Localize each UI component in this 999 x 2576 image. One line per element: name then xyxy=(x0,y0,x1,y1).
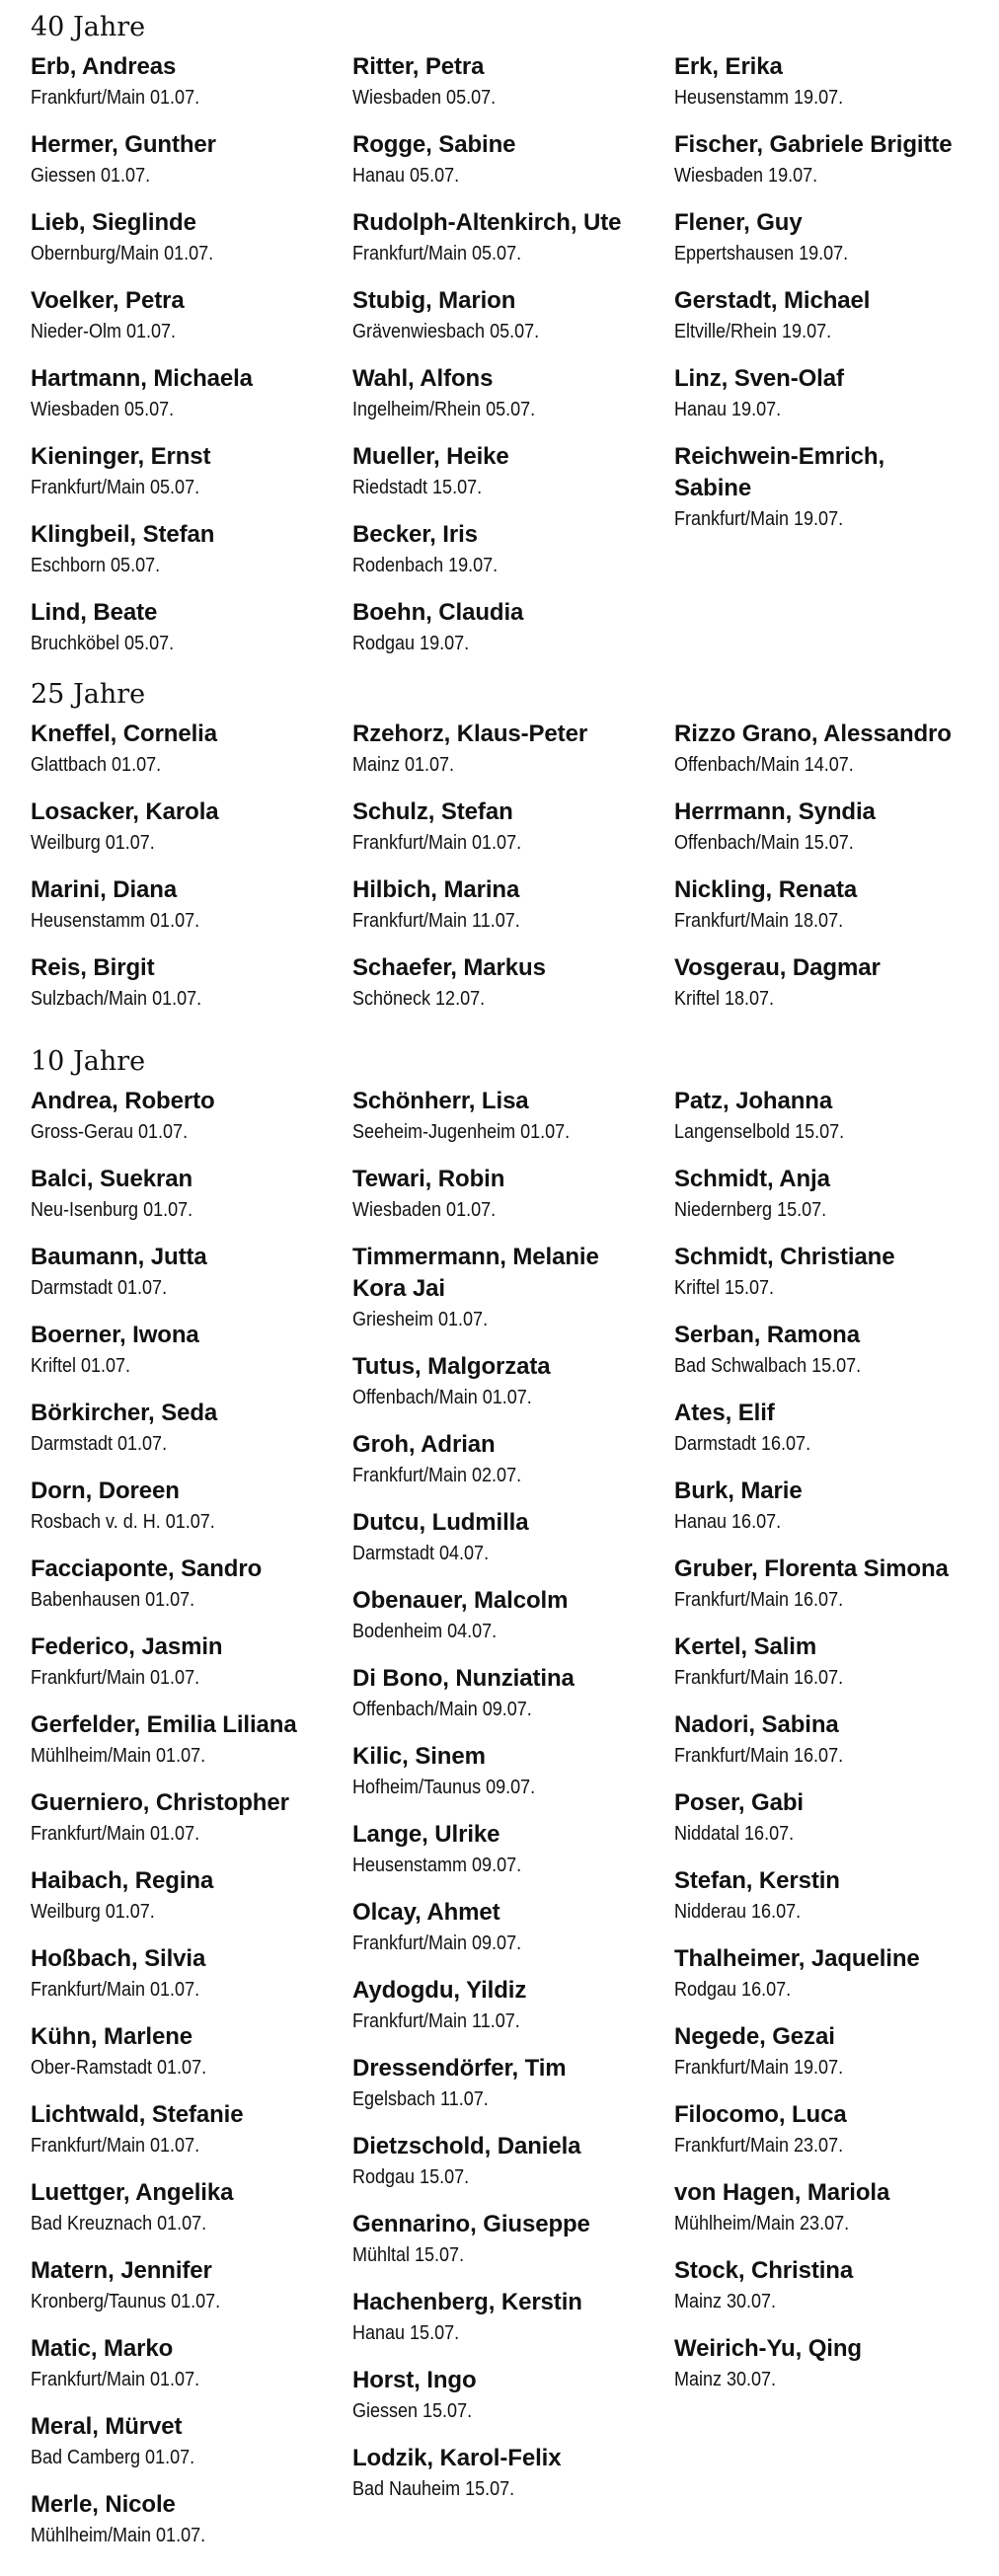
person-name: Luettger, Angelika xyxy=(31,2179,234,2206)
person-entry xyxy=(31,2099,346,2160)
person-entry xyxy=(31,1709,346,1771)
person-name: Marini, Diana xyxy=(31,876,178,903)
person-entry xyxy=(31,952,346,1014)
person-entry xyxy=(352,2131,668,2192)
person-entry xyxy=(674,952,990,1014)
person-entry xyxy=(31,1242,346,1303)
place-date: Mühltal 15.07. xyxy=(352,2244,465,2266)
person-entry xyxy=(31,1398,346,1459)
person-entry xyxy=(31,1086,346,1147)
place-date: Bad Kreuznach 01.07. xyxy=(31,2213,207,2235)
place-date: Frankfurt/Main 19.07. xyxy=(674,508,844,530)
person-entry xyxy=(352,441,668,502)
person-entry xyxy=(31,207,346,268)
person-name: Patz, Johanna xyxy=(674,1088,833,1114)
person-entry xyxy=(674,1164,990,1225)
place-date: Wiesbaden 05.07. xyxy=(352,87,497,109)
person-name: Becker, Iris xyxy=(352,521,478,548)
place-date: Mainz 30.07. xyxy=(674,2369,777,2390)
person-entry xyxy=(352,952,668,1014)
person-entry xyxy=(31,597,346,658)
person-name: Ates, Elif xyxy=(674,1400,775,1426)
person-entry xyxy=(352,2287,668,2348)
person-name: Kneffel, Cornelia xyxy=(31,720,217,747)
person-entry xyxy=(674,2099,990,2160)
person-entry xyxy=(352,207,668,268)
place-date: Frankfurt/Main 16.07. xyxy=(674,1667,844,1689)
person-name: Dutcu, Ludmilla xyxy=(352,1509,529,1536)
person-entry xyxy=(352,874,668,936)
person-entry xyxy=(674,51,990,113)
person-entry xyxy=(674,363,990,424)
person-name: Stefan, Kerstin xyxy=(674,1867,840,1894)
place-date: Nidderau 16.07. xyxy=(674,1901,802,1923)
person-name: Burk, Marie xyxy=(674,1477,803,1504)
place-date: Eschborn 05.07. xyxy=(31,555,161,576)
person-name: Kühn, Marlene xyxy=(31,2023,193,2050)
place-date: Heusenstamm 19.07. xyxy=(674,87,844,109)
person-entry xyxy=(352,1897,668,1958)
place-date: Eppertshausen 19.07. xyxy=(674,243,849,265)
person-entry xyxy=(352,1819,668,1880)
place-date: Seeheim-Jugenheim 01.07. xyxy=(352,1121,571,1143)
person-entry xyxy=(674,129,990,190)
place-date: Darmstadt 16.07. xyxy=(674,1433,811,1455)
person-entry xyxy=(31,1865,346,1927)
person-entry xyxy=(674,1320,990,1381)
person-name: Erb, Andreas xyxy=(31,53,177,80)
person-name: von Hagen, Mariola xyxy=(674,2179,890,2206)
place-date: Heusenstamm 09.07. xyxy=(352,1855,522,1876)
person-entry xyxy=(674,1943,990,2005)
place-date: Hanau 05.07. xyxy=(352,165,460,187)
place-date: Bodenheim 04.07. xyxy=(352,1621,498,1642)
person-name: Schmidt, Christiane xyxy=(674,1244,895,1270)
place-date: Gross-Gerau 01.07. xyxy=(31,1121,189,1143)
person-name: Andrea, Roberto xyxy=(31,1088,215,1114)
person-entry xyxy=(352,2209,668,2270)
place-date: Nieder-Olm 01.07. xyxy=(31,321,177,342)
person-entry xyxy=(352,1086,668,1147)
place-date: Grävenwiesbach 05.07. xyxy=(352,321,540,342)
place-date: Frankfurt/Main 01.07. xyxy=(352,832,522,854)
person-entry xyxy=(352,2053,668,2114)
place-date: Frankfurt/Main 02.07. xyxy=(352,1465,522,1486)
person-name: Boehn, Claudia xyxy=(352,599,524,626)
person-entry xyxy=(352,719,668,780)
person-name: Di Bono, Nunziatina xyxy=(352,1665,575,1692)
person-name: Poser, Gabi xyxy=(674,1789,804,1816)
place-date: Kriftel 15.07. xyxy=(674,1277,775,1299)
person-name: Nickling, Renata xyxy=(674,876,858,903)
person-entry xyxy=(674,719,990,780)
place-date: Ober-Ramstadt 01.07. xyxy=(31,2057,207,2079)
person-name: Kertel, Salim xyxy=(674,1633,817,1660)
person-name: Wahl, Alfons xyxy=(352,365,494,392)
person-name: Hilbich, Marina xyxy=(352,876,520,903)
person-name: Vosgerau, Dagmar xyxy=(674,954,881,981)
person-entry xyxy=(31,1476,346,1537)
person-name: Balci, Suekran xyxy=(31,1166,193,1192)
person-entry xyxy=(31,363,346,424)
person-name: Klingbeil, Stefan xyxy=(31,521,215,548)
person-entry xyxy=(352,1663,668,1724)
person-name: Hartmann, Michaela xyxy=(31,365,253,392)
person-entry xyxy=(31,1943,346,2005)
place-date: Darmstadt 01.07. xyxy=(31,1277,168,1299)
person-name: Guerniero, Christopher xyxy=(31,1789,289,1816)
place-date: Frankfurt/Main 01.07. xyxy=(31,1979,200,2001)
person-entry xyxy=(31,285,346,346)
place-date: Frankfurt/Main 01.07. xyxy=(31,2369,200,2390)
place-date: Eltville/Rhein 19.07. xyxy=(674,321,832,342)
person-name: Tutus, Malgorzata xyxy=(352,1353,551,1380)
place-date: Frankfurt/Main 05.07. xyxy=(352,243,522,265)
person-entry xyxy=(31,2489,346,2550)
person-entry xyxy=(674,1398,990,1459)
person-entry xyxy=(352,1507,668,1568)
person-name: Lichtwald, Stefanie xyxy=(31,2101,244,2128)
person-entry xyxy=(674,1553,990,1615)
person-entry xyxy=(352,363,668,424)
person-name: Boerner, Iwona xyxy=(31,1322,199,1348)
place-date: Riedstadt 15.07. xyxy=(352,477,483,498)
person-entry xyxy=(352,1741,668,1802)
place-date: Frankfurt/Main 09.07. xyxy=(352,1932,522,1954)
person-name: Schaefer, Markus xyxy=(352,954,546,981)
person-name: Losacker, Karola xyxy=(31,798,219,825)
person-entry xyxy=(674,1476,990,1537)
place-date: Frankfurt/Main 01.07. xyxy=(31,87,200,109)
person-name: Rogge, Sabine xyxy=(352,131,516,158)
person-name: Reis, Birgit xyxy=(31,954,155,981)
person-name: Kilic, Sinem xyxy=(352,1743,486,1770)
person-name: Hachenberg, Kerstin xyxy=(352,2289,582,2315)
person-name: Hermer, Gunther xyxy=(31,131,216,158)
place-date: Niedernberg 15.07. xyxy=(674,1199,827,1221)
place-date: Mühlheim/Main 01.07. xyxy=(31,2525,206,2546)
place-date: Bad Nauheim 15.07. xyxy=(352,2478,515,2500)
person-entry xyxy=(31,874,346,936)
person-name: Ritter, Petra xyxy=(352,53,485,80)
person-name: Matic, Marko xyxy=(31,2335,174,2362)
person-entry xyxy=(674,1865,990,1927)
place-date: Frankfurt/Main 01.07. xyxy=(31,1667,200,1689)
person-entry xyxy=(674,2333,990,2394)
place-date: Giessen 15.07. xyxy=(352,2400,473,2422)
person-name: Schmidt, Anja xyxy=(674,1166,830,1192)
person-name: Federico, Jasmin xyxy=(31,1633,223,1660)
person-name: Gennarino, Giuseppe xyxy=(352,2211,590,2237)
place-date: Mühlheim/Main 01.07. xyxy=(31,1745,206,1767)
place-date: Offenbach/Main 14.07. xyxy=(674,754,854,776)
person-name: Mueller, Heike xyxy=(352,443,509,470)
person-name: Lodzik, Karol-Felix xyxy=(352,2445,562,2471)
place-date: Kriftel 01.07. xyxy=(31,1355,131,1377)
person-name: Herrmann, Syndia xyxy=(674,798,876,825)
person-entry xyxy=(674,1086,990,1147)
place-date: Rodenbach 19.07. xyxy=(352,555,499,576)
section-heading: 25 Jahre xyxy=(31,679,146,710)
place-date: Sulzbach/Main 01.07. xyxy=(31,988,202,1010)
place-date: Schöneck 12.07. xyxy=(352,988,486,1010)
place-date: Hanau 16.07. xyxy=(674,1511,782,1533)
person-name: Stock, Christina xyxy=(674,2257,854,2284)
person-name: Lind, Beate xyxy=(31,599,158,626)
person-name: Matern, Jennifer xyxy=(31,2257,212,2284)
person-name: Obenauer, Malcolm xyxy=(352,1587,569,1614)
person-name: Dorn, Doreen xyxy=(31,1477,180,1504)
person-name: Facciaponte, Sandro xyxy=(31,1555,263,1582)
place-date: Bad Schwalbach 15.07. xyxy=(674,1355,862,1377)
person-entry xyxy=(31,1553,346,1615)
place-date: Rodgau 15.07. xyxy=(352,2166,470,2188)
person-name: Lieb, Sieglinde xyxy=(31,209,196,236)
place-date: Obernburg/Main 01.07. xyxy=(31,243,214,265)
person-name: Stubig, Marion xyxy=(352,287,516,314)
place-date: Mainz 30.07. xyxy=(674,2291,777,2312)
place-date: Egelsbach 11.07. xyxy=(352,2088,489,2110)
person-entry xyxy=(352,1585,668,1646)
person-name: Kieninger, Ernst xyxy=(31,443,211,470)
person-entry xyxy=(352,1351,668,1412)
person-entry xyxy=(31,129,346,190)
person-entry xyxy=(674,2021,990,2083)
person-entry xyxy=(352,129,668,190)
place-date: Ingelheim/Rhein 05.07. xyxy=(352,399,536,420)
person-entry xyxy=(31,2021,346,2083)
person-name: Dietzschold, Daniela xyxy=(352,2133,581,2159)
person-name: Börkircher, Seda xyxy=(31,1400,218,1426)
person-entry xyxy=(674,1709,990,1771)
person-entry xyxy=(674,2177,990,2238)
person-name: Voelker, Petra xyxy=(31,287,185,314)
person-name: Haibach, Regina xyxy=(31,1867,214,1894)
person-entry xyxy=(674,1242,990,1303)
person-name: Schönherr, Lisa xyxy=(352,1088,529,1114)
person-entry xyxy=(31,1320,346,1381)
person-entry xyxy=(674,1631,990,1693)
person-name: Dressendörfer, Tim xyxy=(352,2055,567,2082)
place-date: Glattbach 01.07. xyxy=(31,754,162,776)
person-name: Rudolph-Altenkirch, Ute xyxy=(352,209,622,236)
place-date: Rodgau 16.07. xyxy=(674,1979,792,2001)
person-name: Olcay, Ahmet xyxy=(352,1899,500,1926)
person-entry xyxy=(352,1975,668,2036)
place-date: Frankfurt/Main 23.07. xyxy=(674,2135,844,2157)
place-date: Offenbach/Main 15.07. xyxy=(674,832,854,854)
place-date: Frankfurt/Main 19.07. xyxy=(674,2057,844,2079)
place-date: Weilburg 01.07. xyxy=(31,1901,155,1923)
place-date: Kronberg/Taunus 01.07. xyxy=(31,2291,221,2312)
person-name: Weirich-Yu, Qing xyxy=(674,2335,862,2362)
person-name: Fischer, Gabriele Brigitte xyxy=(674,131,953,158)
place-date: Langenselbold 15.07. xyxy=(674,1121,845,1143)
place-date: Bad Camberg 01.07. xyxy=(31,2447,195,2468)
person-entry xyxy=(31,1631,346,1693)
person-entry xyxy=(31,719,346,780)
person-name: Rzehorz, Klaus-Peter xyxy=(352,720,588,747)
place-date: Offenbach/Main 01.07. xyxy=(352,1387,532,1408)
person-name: Hoßbach, Silvia xyxy=(31,1945,206,1972)
place-date: Mainz 01.07. xyxy=(352,754,455,776)
person-entry xyxy=(31,441,346,502)
place-date: Rodgau 19.07. xyxy=(352,633,470,654)
person-entry xyxy=(674,207,990,268)
place-date: Hanau 19.07. xyxy=(674,399,782,420)
person-entry xyxy=(352,285,668,346)
place-date: Weilburg 01.07. xyxy=(31,832,155,854)
person-entry xyxy=(31,519,346,580)
section-heading: 10 Jahre xyxy=(31,1046,146,1077)
person-name: Gruber, Florenta Simona xyxy=(674,1555,949,1582)
person-entry xyxy=(352,2443,668,2504)
place-date: Frankfurt/Main 18.07. xyxy=(674,910,844,932)
place-date: Wiesbaden 19.07. xyxy=(674,165,818,187)
person-name: Groh, Adrian xyxy=(352,1431,496,1458)
place-date: Darmstadt 04.07. xyxy=(352,1543,490,1564)
person-entry xyxy=(352,1242,668,1334)
person-name: Gerstadt, Michael xyxy=(674,287,871,314)
person-name: Meral, Mürvet xyxy=(31,2413,183,2440)
person-entry xyxy=(352,1429,668,1490)
place-date: Bruchköbel 05.07. xyxy=(31,633,175,654)
place-date: Offenbach/Main 09.07. xyxy=(352,1699,532,1720)
place-date: Frankfurt/Main 01.07. xyxy=(31,1823,200,1845)
person-entry xyxy=(352,796,668,858)
person-entry xyxy=(31,51,346,113)
section-heading: 40 Jahre xyxy=(31,12,146,42)
place-date: Mühlheim/Main 23.07. xyxy=(674,2213,850,2235)
place-date: Babenhausen 01.07. xyxy=(31,1589,195,1611)
place-date: Neu-Isenburg 01.07. xyxy=(31,1199,193,1221)
person-name: Flener, Guy xyxy=(674,209,803,236)
place-date: Frankfurt/Main 11.07. xyxy=(352,910,520,932)
place-date: Darmstadt 01.07. xyxy=(31,1433,168,1455)
person-entry xyxy=(352,1164,668,1225)
person-entry xyxy=(352,51,668,113)
place-date: Frankfurt/Main 11.07. xyxy=(352,2010,520,2032)
person-name: Serban, Ramona xyxy=(674,1322,860,1348)
person-name: Aydogdu, Yildiz xyxy=(352,1977,527,2004)
place-date: Giessen 01.07. xyxy=(31,165,151,187)
person-entry xyxy=(352,519,668,580)
person-entry xyxy=(674,874,990,936)
place-date: Frankfurt/Main 01.07. xyxy=(31,2135,200,2157)
person-entry xyxy=(31,1164,346,1225)
person-name: Lange, Ulrike xyxy=(352,1821,500,1848)
person-entry xyxy=(352,2365,668,2426)
place-date: Kriftel 18.07. xyxy=(674,988,775,1010)
person-name: Schulz, Stefan xyxy=(352,798,513,825)
person-name: Filocomo, Luca xyxy=(674,2101,847,2128)
person-entry xyxy=(674,796,990,858)
person-name: Baumann, Jutta xyxy=(31,1244,207,1270)
person-name: Negede, Gezai xyxy=(674,2023,835,2050)
place-date: Frankfurt/Main 16.07. xyxy=(674,1745,844,1767)
person-entry xyxy=(31,2333,346,2394)
place-date: Rosbach v. d. H. 01.07. xyxy=(31,1511,215,1533)
place-date: Hanau 15.07. xyxy=(352,2322,460,2344)
person-entry xyxy=(31,1787,346,1849)
place-date: Wiesbaden 01.07. xyxy=(352,1199,497,1221)
person-name: Rizzo Grano, Alessandro xyxy=(674,720,952,747)
person-name: Gerfelder, Emilia Liliana xyxy=(31,1711,297,1738)
person-entry xyxy=(674,441,990,534)
place-date: Heusenstamm 01.07. xyxy=(31,910,200,932)
person-entry xyxy=(352,597,668,658)
person-name: Horst, Ingo xyxy=(352,2367,477,2393)
person-entry xyxy=(31,2177,346,2238)
person-name: Linz, Sven-Olaf xyxy=(674,365,844,392)
place-date: Frankfurt/Main 16.07. xyxy=(674,1589,844,1611)
place-date: Griesheim 01.07. xyxy=(352,1309,489,1330)
person-name: Timmermann, Melanie Kora Jai xyxy=(352,1244,599,1302)
place-date: Niddatal 16.07. xyxy=(674,1823,795,1845)
person-entry xyxy=(674,1787,990,1849)
person-entry xyxy=(674,285,990,346)
place-date: Wiesbaden 05.07. xyxy=(31,399,175,420)
person-entry xyxy=(31,2411,346,2472)
person-name: Tewari, Robin xyxy=(352,1166,505,1192)
place-date: Frankfurt/Main 05.07. xyxy=(31,477,200,498)
person-name: Reichwein-Emrich, Sabine xyxy=(674,443,885,501)
person-entry xyxy=(674,2255,990,2316)
person-name: Erk, Erika xyxy=(674,53,783,80)
person-name: Thalheimer, Jaqueline xyxy=(674,1945,920,1972)
person-entry xyxy=(31,796,346,858)
person-name: Merle, Nicole xyxy=(31,2491,176,2518)
person-name: Nadori, Sabina xyxy=(674,1711,839,1738)
person-entry xyxy=(31,2255,346,2316)
place-date: Hofheim/Taunus 09.07. xyxy=(352,1777,536,1798)
